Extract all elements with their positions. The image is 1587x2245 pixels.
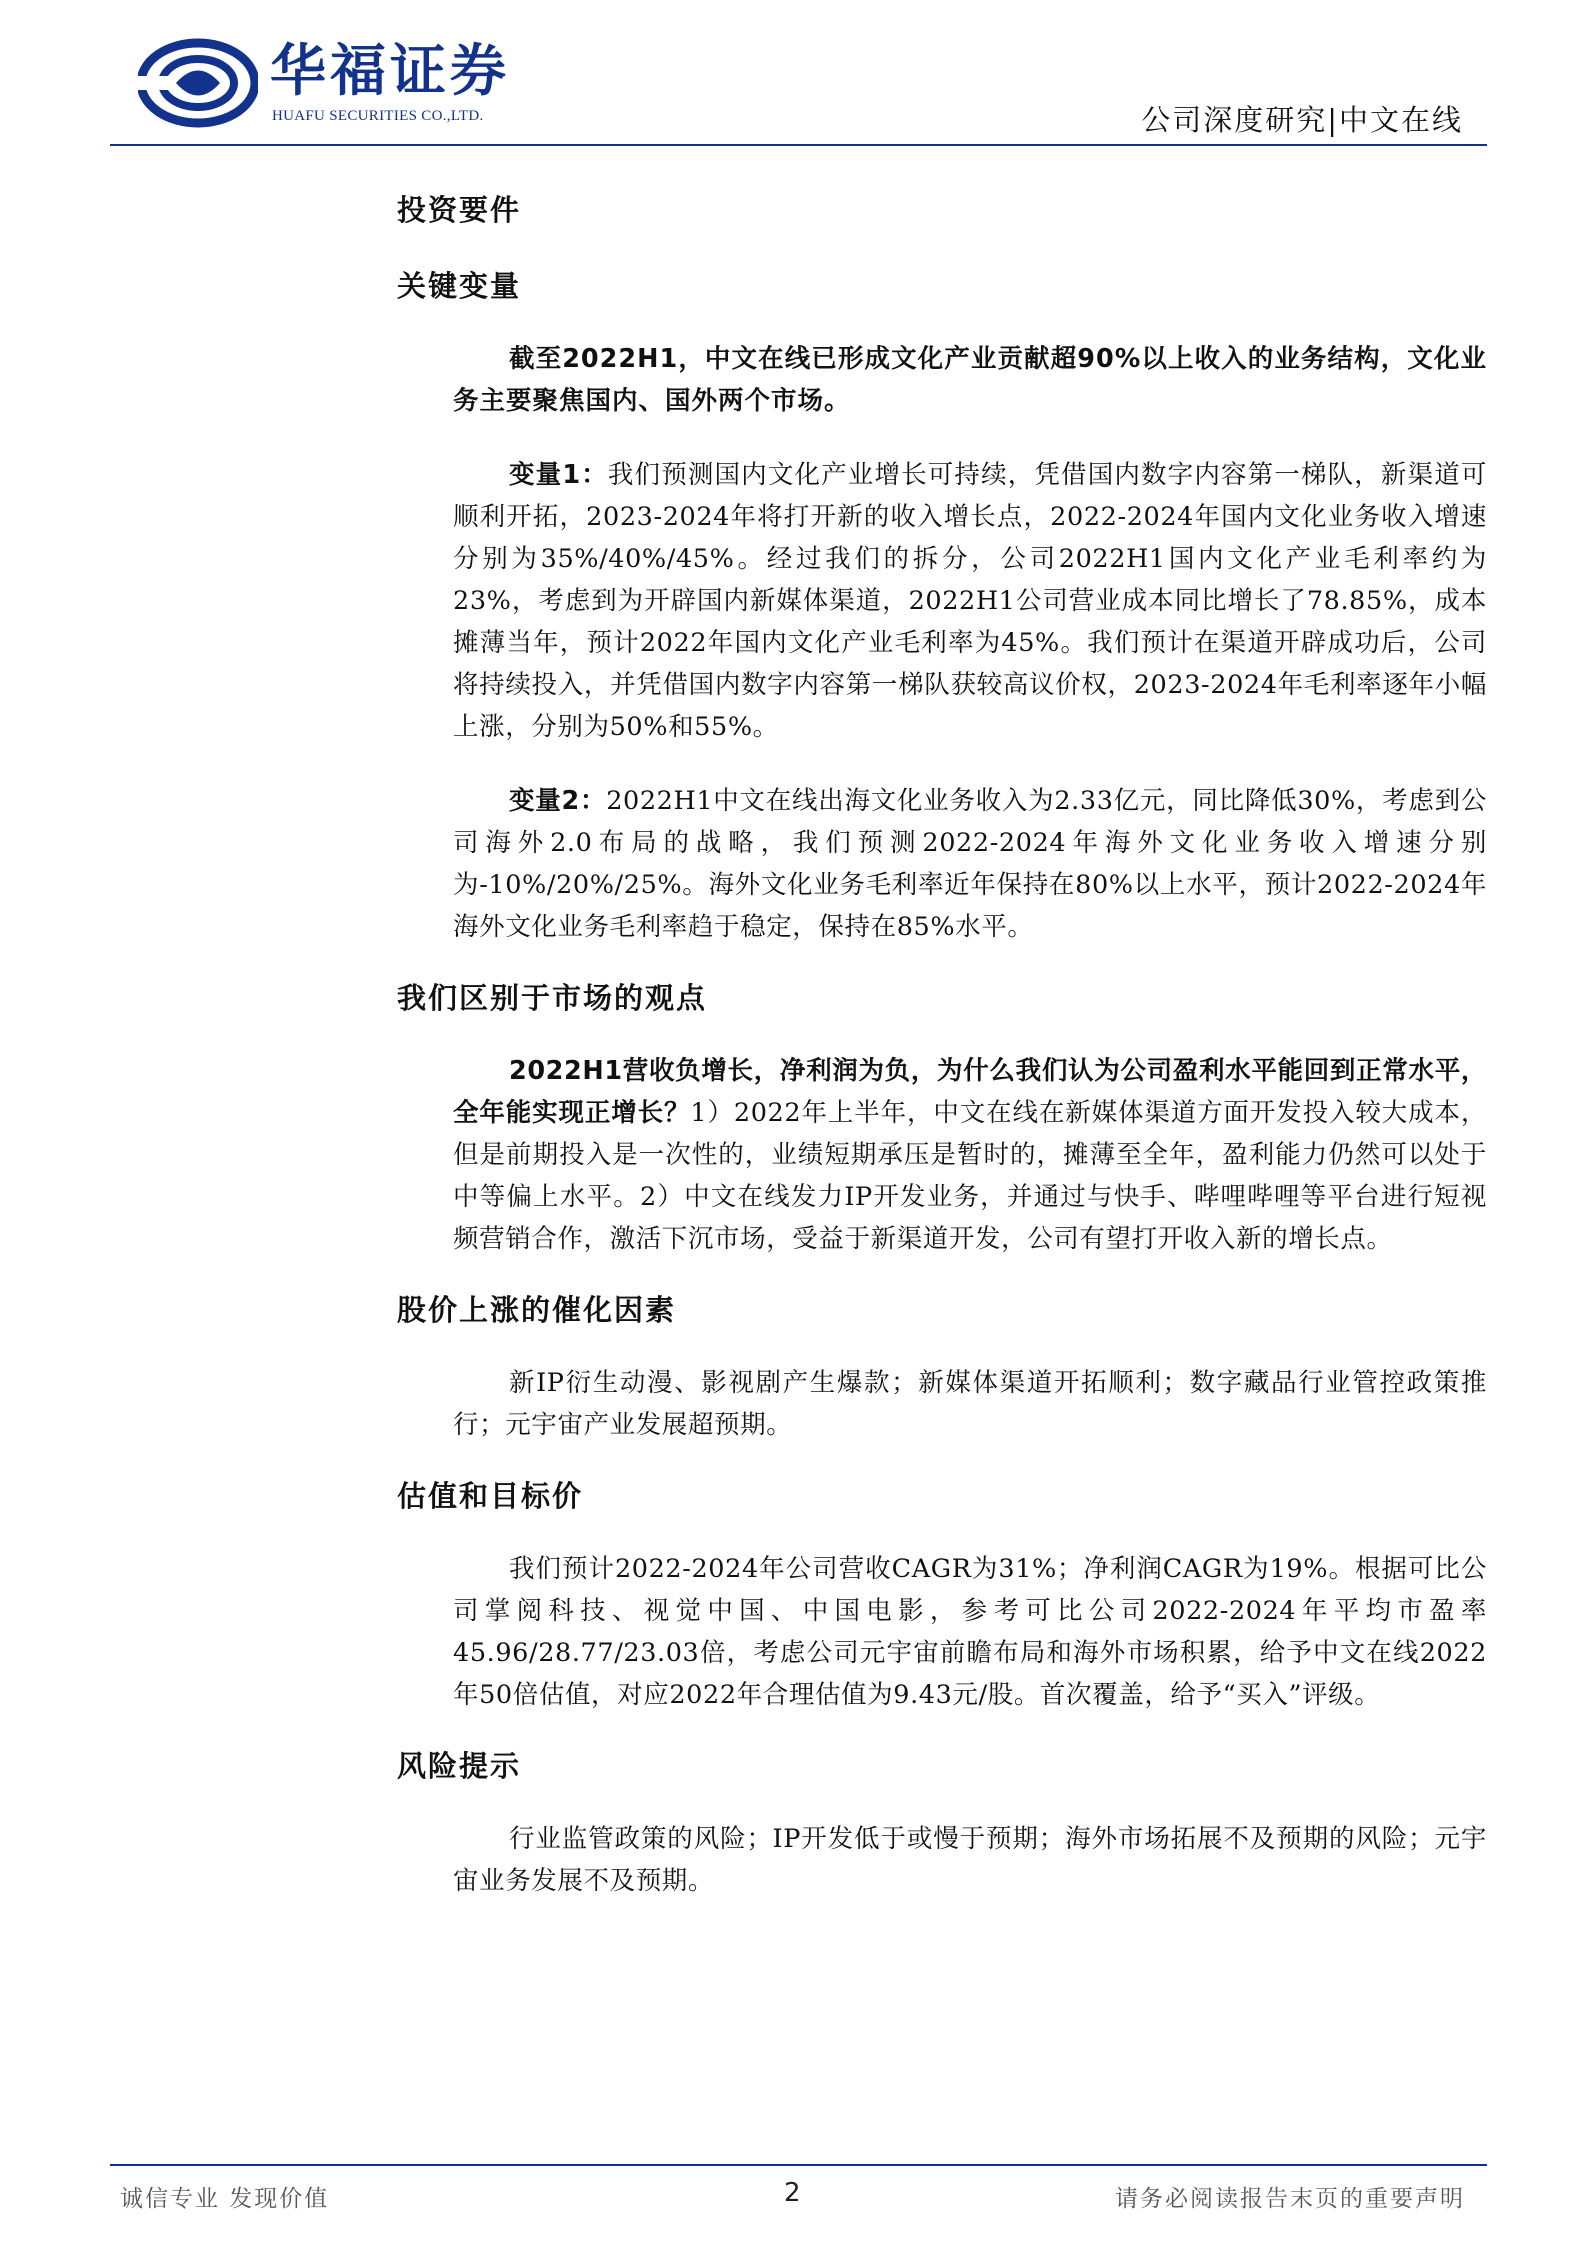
- section-title-invest: 投资要件: [397, 193, 522, 227]
- report-title: 公司深度研究|中文在线: [1141, 103, 1463, 137]
- section-title-differentiated-view: 我们区别于市场的观点: [397, 981, 708, 1015]
- variable-1-text: 我们预测国内文化产业增长可持续，凭借国内数字内容第一梯队，新渠道可顺利开拓，2023-2024年将打开新的收入增长点，2022-2024年国内文化业务收入增速分别为35%/40%/45%。经过我们的拆分，公司2022H1国内文化产业毛利率约为23%，考虑到为开辟国内新媒体渠道，2022H1公司营业成本同比增长了78.85%，成本摊薄当年，预计2022年国内文化产业毛利率为45%。我们预计在渠道开辟成功后，公司将持续投入，并凭借国内数字内容第一梯队获较高议价权，2023-2024年毛利率逐年小幅上涨，分别为50%和55%。: [453, 460, 1487, 742]
- section-title-valuation: 估值和目标价: [397, 1479, 584, 1513]
- variable-1-paragraph: [453, 454, 1487, 748]
- valuation-text: 我们预计2022-2024年公司营收CAGR为31%；净利润CAGR为19%。根据可比公司掌阅科技、视觉中国、中国电影，参考可比公司2022-2024年平均市盈率45.96/28.77/23.03倍，考虑公司元宇宙前瞻布局和海外市场积累，给予中文在线2022年50倍估值，对应2022年合理估值为9.43元/股。首次覆盖，给予“买入”评级。: [453, 1554, 1487, 1710]
- variable-2-label: 变量2：: [509, 786, 607, 816]
- section-title-catalysts: 股价上涨的催化因素: [397, 1293, 677, 1327]
- variable-2-text: 2022H1中文在线出海文化业务收入为2.33亿元，同比降低30%，考虑到公司海外2.0布局的战略，我们预测2022-2024年海外文化业务收入增速分别为-10%/20%/25%。海外文化业务毛利率近年保持在80%以上水平，预计2022-2024年海外文化业务毛利率趋于稳定，保持在85%水平。: [453, 786, 1487, 942]
- logo-en-text: HUAFU SECURITIES CO.,LTD.: [272, 108, 484, 124]
- logo-cn-text: 华福证券: [270, 39, 510, 104]
- company-logo: [138, 38, 533, 128]
- page-number: 2: [784, 2178, 801, 2208]
- variable-2-paragraph: [453, 780, 1487, 948]
- risk-text: 行业监管政策的风险；IP开发低于或慢于预期；海外市场拓展不及预期的风险；元宇宙业务发展不及预期。: [453, 1824, 1487, 1896]
- footer-disclaimer: 请务必阅读报告末页的重要声明: [1115, 2186, 1465, 2212]
- header-divider: [110, 144, 1487, 146]
- variable-1-label: 变量1：: [509, 460, 608, 490]
- section-title-key-variables: 关键变量: [397, 269, 522, 303]
- page-header: [0, 0, 1587, 150]
- catalysts-text: 新IP衍生动漫、影视剧产生爆款；新媒体渠道开拓顺利；数字藏品行业管控政策推行；元宇宙产业发展超预期。: [453, 1368, 1487, 1440]
- differentiated-view-question: 2022H1营收负增长，净利润为负，为什么我们认为公司盈利水平能回到正常水平，全年能实现正增长？: [453, 1056, 1487, 1128]
- logo-mark-icon: [138, 38, 258, 128]
- report-body: [397, 180, 1487, 1902]
- footer-slogan: 诚信专业 发现价值: [120, 2186, 330, 2212]
- footer-divider: [110, 2164, 1487, 2166]
- section-title-risk: 风险提示: [397, 1749, 522, 1783]
- differentiated-view-text: 1）2022年上半年，中文在线在新媒体渠道方面开发投入较大成本，但是前期投入是一次性的，业绩短期承压是暂时的，摊薄至全年，盈利能力仍然可以处于中等偏上水平。2）中文在线发力IP开发业务，并通过与快手、哔哩哔哩等平台进行短视频营销合作，激活下沉市场，受益于新渠道开发，公司有望打开收入新的增长点。: [453, 1098, 1487, 1254]
- key-variables-summary: 截至2022H1，中文在线已形成文化产业贡献超90%以上收入的业务结构，文化业务主要聚焦国内、国外两个市场。: [453, 344, 1487, 416]
- differentiated-view-paragraph: [453, 1050, 1487, 1260]
